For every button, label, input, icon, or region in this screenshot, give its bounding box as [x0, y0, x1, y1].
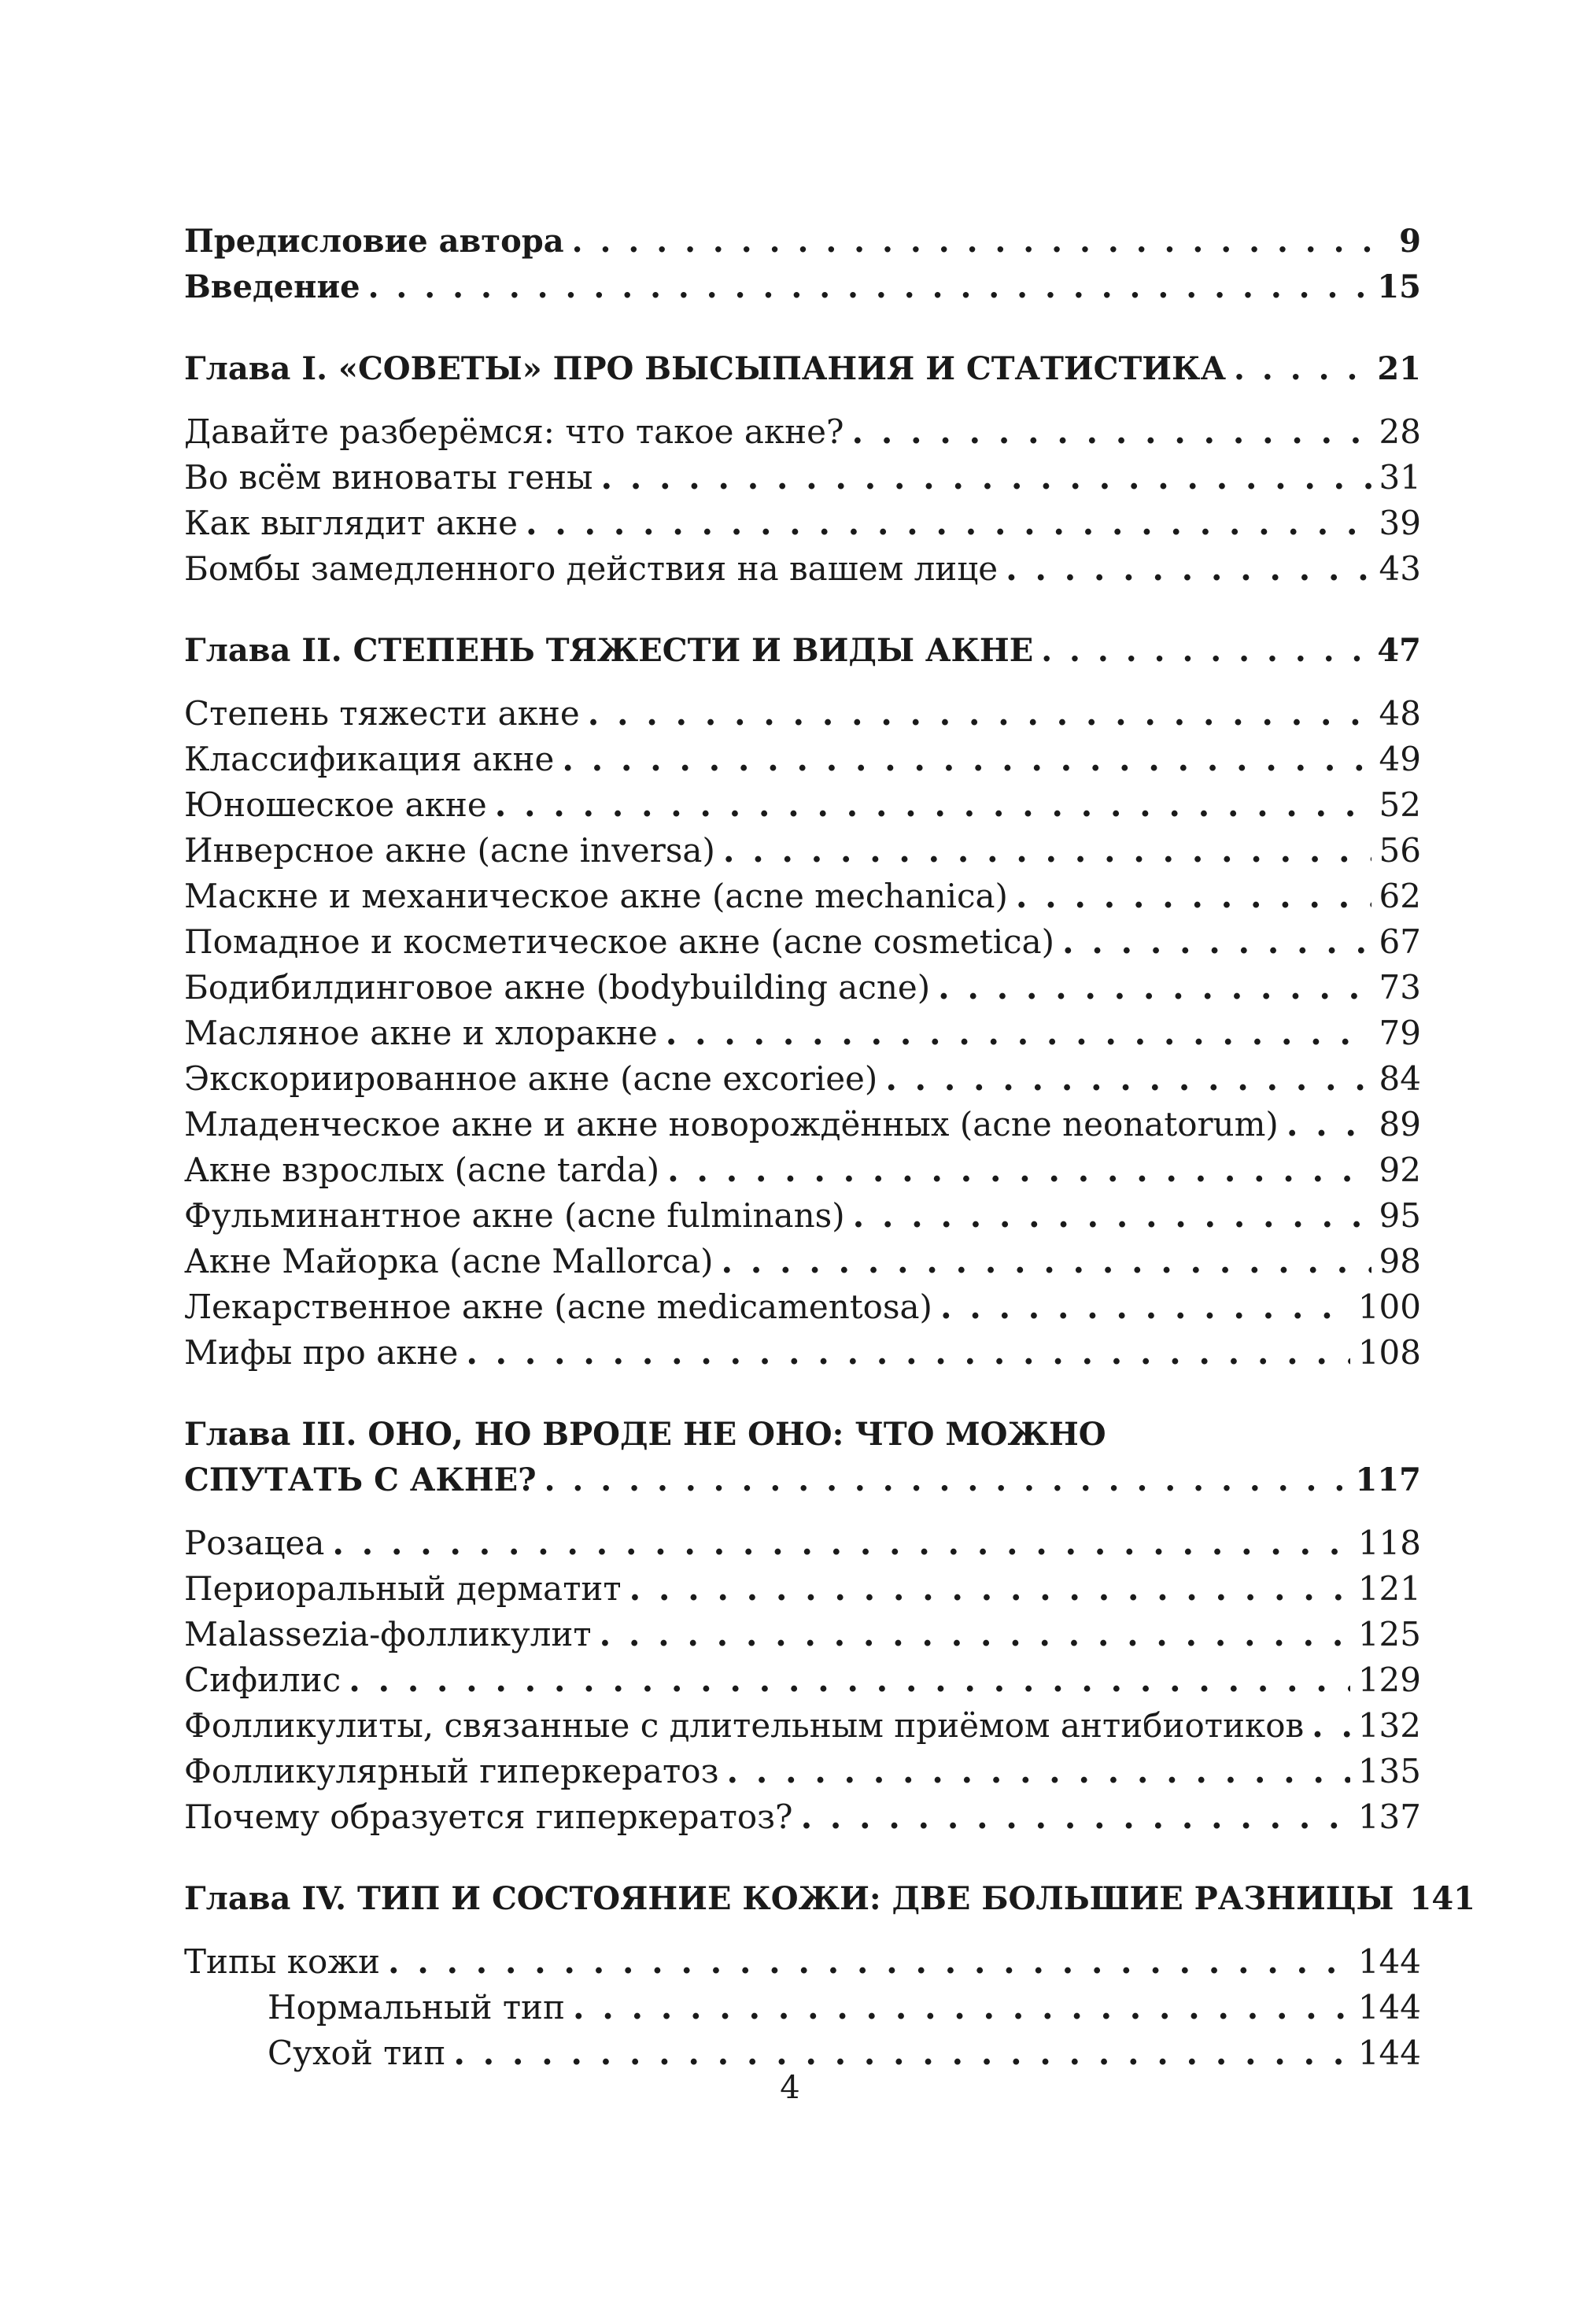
toc-chapter-3 [184, 1412, 1421, 1503]
toc-entry-title: Бомбы замедленного действия на вашем лице [184, 549, 999, 588]
toc-entry-page: 132 [1357, 1706, 1421, 1745]
dot-leader [600, 455, 1371, 501]
toc-entry-page: 73 [1379, 968, 1421, 1007]
dot-leader [938, 965, 1371, 1011]
toc-entry-title: Фолликулиты, связанные с длительным приёмом антибиотиков [184, 1706, 1305, 1745]
toc-entry-page: 135 [1357, 1752, 1421, 1790]
toc-entry-title: Помадное и косметическое акне (acne cosmetica) [184, 922, 1055, 961]
toc-entry [184, 1330, 1421, 1376]
toc-entry-title: Младенческое акне и акне новорождённых (acne neonatorum) [184, 1105, 1279, 1144]
toc-entry-title: Почему образуется гиперкератоз? [184, 1797, 793, 1836]
toc-chapter-2 [184, 628, 1421, 674]
toc-entry-title: Нормальный тип [268, 1988, 566, 2027]
toc-entry-page: 31 [1379, 458, 1421, 497]
toc-entry [184, 409, 1421, 455]
toc-chapter-1 [184, 346, 1421, 392]
toc-entry-title: Акне взрослых (acne tarda) [184, 1151, 660, 1189]
toc-entry [184, 1749, 1421, 1794]
dot-leader [588, 691, 1371, 737]
toc-entry-title: Розацеа [184, 1524, 325, 1562]
toc-entry-preface [184, 219, 1421, 264]
toc-chapter-title: Глава IV. ТИП И СОСТОЯНИЕ КОЖИ: ДВЕ БОЛЬШИЕ РАЗНИЦЫ [184, 1880, 1394, 1917]
toc-entry-page: 48 [1379, 694, 1421, 733]
dot-leader [727, 1749, 1350, 1794]
dot-leader [852, 409, 1371, 455]
toc-chapter-page: 21 [1377, 350, 1421, 387]
toc-entry-title: Malassezia-фолликулит [184, 1615, 592, 1653]
dot-leader [722, 1239, 1371, 1284]
toc-chapter-title-line2-row [184, 1458, 1421, 1503]
dot-leader [1287, 1102, 1371, 1147]
dot-leader [1006, 546, 1371, 592]
toc-entry-introduction [184, 264, 1421, 310]
toc-entry-title: Фолликулярный гиперкератоз [184, 1752, 719, 1790]
toc-entry-page: 52 [1379, 785, 1421, 824]
toc-entry-page: 121 [1357, 1569, 1421, 1608]
dot-leader [572, 219, 1392, 264]
toc-entry-page: 84 [1379, 1059, 1421, 1098]
toc-entry-title: Во всём виноваты гены [184, 458, 593, 497]
toc-entry-title: Предисловие автора [184, 223, 564, 260]
dot-leader [723, 828, 1371, 874]
toc-entry-title: Мифы про акне [184, 1333, 459, 1372]
toc-entry-page: 144 [1357, 1988, 1421, 2027]
dot-leader [600, 1612, 1350, 1657]
toc-entry-title: Сухой тип [268, 2034, 446, 2072]
toc-entry-title: Масляное акне и хлоракне [184, 1014, 658, 1052]
dot-leader [1016, 874, 1371, 919]
toc-entry [184, 1284, 1421, 1330]
toc-entry-title: Типы кожи [184, 1942, 380, 1981]
dot-leader [573, 1985, 1350, 2030]
dot-leader [940, 1284, 1350, 1330]
toc-entry-page: 137 [1357, 1797, 1421, 1836]
toc-entry [184, 501, 1421, 546]
toc-entry-page: 125 [1357, 1615, 1421, 1653]
toc-entry-page: 98 [1379, 1242, 1421, 1280]
dot-leader [562, 737, 1371, 782]
toc-chapter-page: 47 [1377, 632, 1421, 669]
dot-leader [368, 264, 1370, 310]
toc-entry [184, 546, 1421, 592]
dot-leader [349, 1657, 1350, 1703]
toc-entry [184, 1566, 1421, 1612]
toc-entry-title: Фульминантное акне (acne fulminans) [184, 1196, 845, 1235]
toc-entry [184, 1794, 1421, 1840]
toc-entry-page: 62 [1379, 877, 1421, 915]
toc-entry [184, 919, 1421, 965]
toc-entry-page: 79 [1379, 1014, 1421, 1052]
toc-entry-title: Введение [184, 268, 360, 305]
toc-chapter-title-line1: Глава III. ОНО, НО ВРОДЕ НЕ ОНО: ЧТО МОЖНО [184, 1416, 1106, 1453]
toc-entry [184, 1011, 1421, 1056]
toc-entry-page: 56 [1379, 831, 1421, 870]
toc-entry-title: Акне Майорка (acne Mallorca) [184, 1242, 714, 1280]
toc-entry-page: 43 [1379, 549, 1421, 588]
toc-entry [184, 965, 1421, 1011]
toc-entry [184, 455, 1421, 501]
toc-subentry [184, 1985, 1421, 2030]
dot-leader [667, 1147, 1371, 1193]
dot-leader [801, 1794, 1350, 1840]
toc-chapter-4 [184, 1876, 1475, 1922]
toc-entry-page: 129 [1357, 1661, 1421, 1699]
toc-entry-title: Юношеское акне [184, 785, 487, 824]
toc-entry [184, 1657, 1421, 1703]
toc-entry-title: Маскне и механическое акне (acne mechanica) [184, 877, 1008, 915]
toc-entry [184, 1102, 1421, 1147]
toc-entry-page: 92 [1379, 1151, 1421, 1189]
toc-entry-page: 9 [1399, 223, 1421, 260]
dot-leader [545, 1458, 1348, 1503]
toc-entry-page: 39 [1379, 504, 1421, 542]
toc-entry-title: Сифилис [184, 1661, 341, 1699]
dot-leader [629, 1566, 1350, 1612]
toc-entry [184, 828, 1421, 874]
toc-entry [184, 874, 1421, 919]
toc-entry-title: Экскориированное акне (acne excoriee) [184, 1059, 878, 1098]
toc-entry-page: 108 [1357, 1333, 1421, 1372]
toc-entry-title: Бодибилдинговое акне (bodybuilding acne) [184, 968, 931, 1007]
toc-entry-page: 118 [1357, 1524, 1421, 1562]
toc-entry-title: Как выглядит акне [184, 504, 518, 542]
toc-entry [184, 1520, 1421, 1566]
toc-entry-page: 100 [1357, 1288, 1421, 1326]
dot-leader [1041, 628, 1369, 674]
dot-leader [1234, 346, 1369, 392]
toc-entry [184, 1056, 1421, 1102]
dot-leader [1062, 919, 1371, 965]
toc-entry [184, 737, 1421, 782]
dot-leader [495, 782, 1371, 828]
toc-entry [184, 782, 1421, 828]
toc-chapter-title: Глава II. СТЕПЕНЬ ТЯЖЕСТИ И ВИДЫ АКНЕ [184, 632, 1034, 669]
toc-entry-title: Лекарственное акне (acne medicamentosa) [184, 1288, 932, 1326]
dot-leader [332, 1520, 1349, 1566]
toc-entry-title: Классификация акне [184, 740, 555, 778]
toc-entry-page: 28 [1379, 412, 1421, 451]
dot-leader [526, 501, 1371, 546]
dot-leader [885, 1056, 1371, 1102]
toc-chapter-page: 117 [1355, 1461, 1421, 1498]
page-number: 4 [780, 2070, 800, 2106]
toc-chapter-title-line2: СПУТАТЬ С АКНЕ? [184, 1461, 537, 1498]
toc-entry-title: Периоральный дерматит [184, 1569, 622, 1608]
dot-leader [1312, 1703, 1350, 1749]
toc-entry-title: Давайте разберёмся: что такое акне? [184, 412, 844, 451]
toc-entry-page: 49 [1379, 740, 1421, 778]
toc-entry-title: Инверсное акне (acne inversa) [184, 831, 715, 870]
toc-entry-page: 15 [1377, 268, 1421, 305]
toc-entry-page: 144 [1357, 1942, 1421, 1981]
toc-chapter-page: 141 [1409, 1880, 1475, 1917]
toc-entry-page: 144 [1357, 2034, 1421, 2072]
dot-leader [466, 1330, 1350, 1376]
toc-entry-page: 95 [1379, 1196, 1421, 1235]
toc-chapter-title: Глава I. «СОВЕТЫ» ПРО ВЫСЫПАНИЯ И СТАТИСТИКА [184, 350, 1227, 387]
table-of-contents [184, 219, 1475, 2076]
toc-entry [184, 1939, 1421, 1985]
toc-entry [184, 1703, 1421, 1749]
toc-entry-page: 89 [1379, 1105, 1421, 1144]
toc-entry-page: 67 [1379, 922, 1421, 961]
toc-entry-title: Степень тяжести акне [184, 694, 580, 733]
toc-entry [184, 1147, 1421, 1193]
dot-leader [666, 1011, 1371, 1056]
dot-leader [388, 1939, 1350, 1985]
dot-leader [853, 1193, 1371, 1239]
toc-entry [184, 1239, 1421, 1284]
toc-entry [184, 691, 1421, 737]
toc-entry [184, 1612, 1421, 1657]
toc-entry [184, 1193, 1421, 1239]
